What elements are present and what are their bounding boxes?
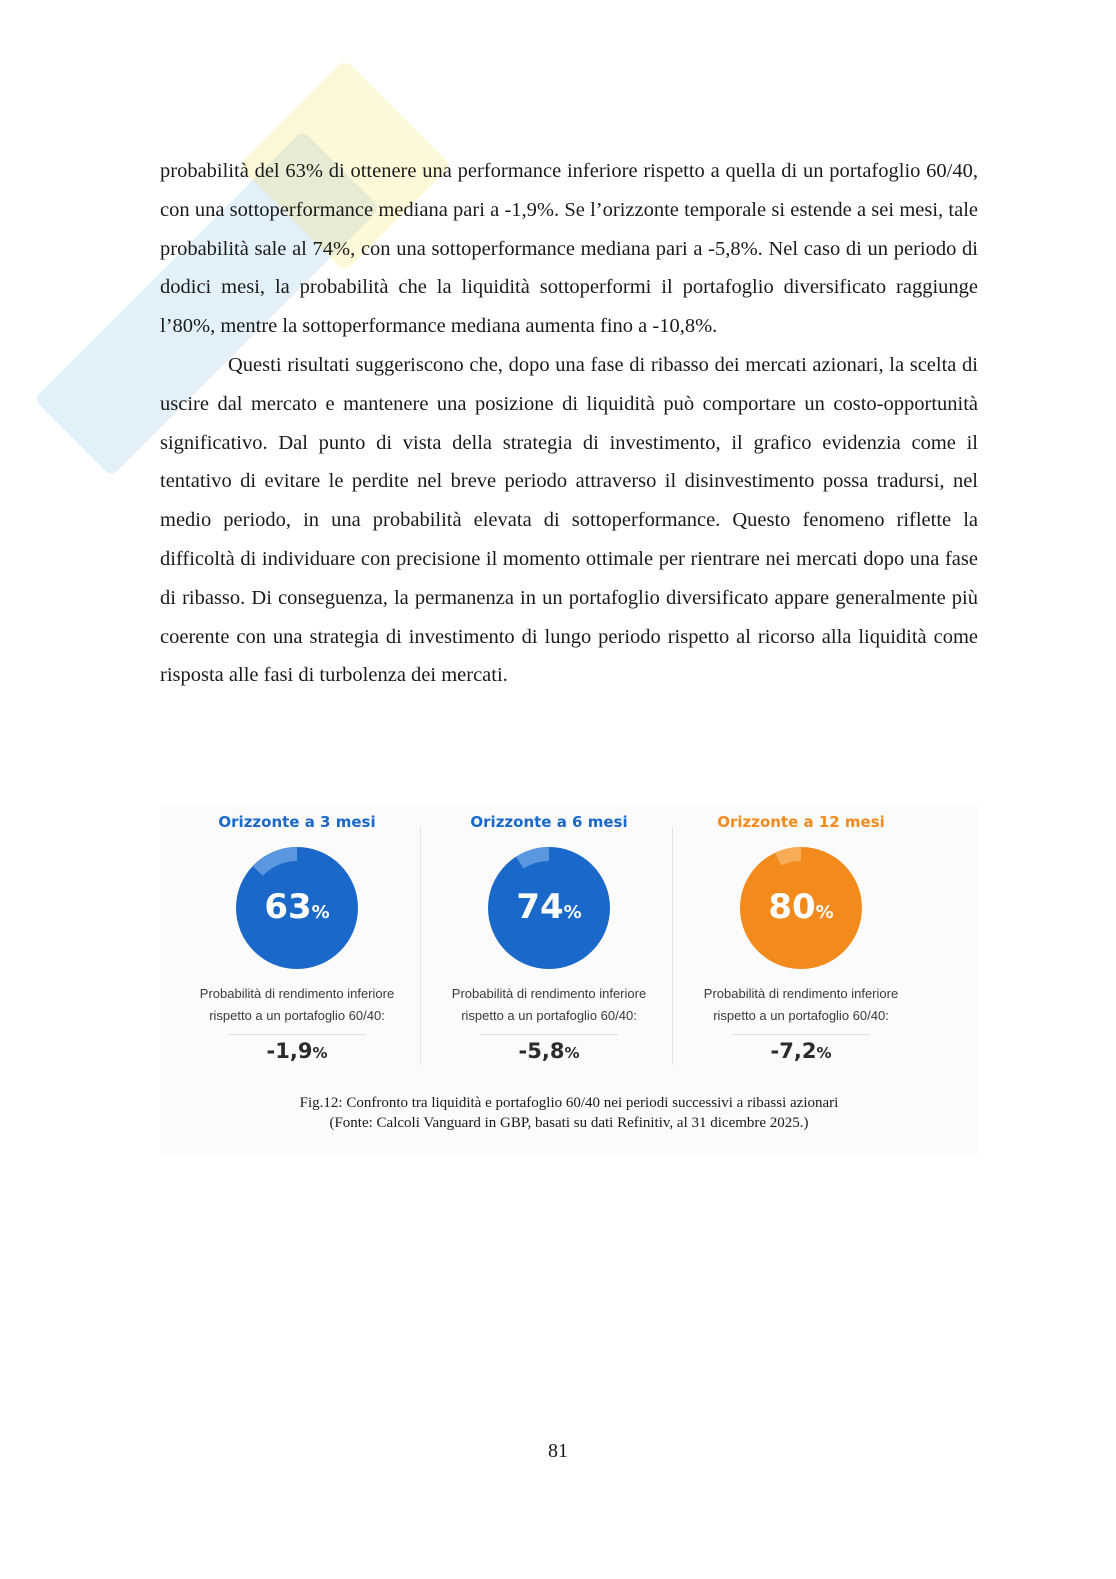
panel-description	[694, 983, 908, 1027]
divider-line	[732, 1034, 870, 1035]
page-number: 81	[548, 1440, 568, 1462]
caption-source: (Fonte: Calcoli Vanguard in GBP, basati su dati Refinitiv, al 31 dicembre 2025.)	[329, 1115, 809, 1131]
median-number: -5,8	[518, 1039, 565, 1063]
panel-divider	[672, 827, 673, 1065]
description-line: rispetto a un portafoglio 60/40:	[713, 1008, 889, 1023]
caption-line: Fig.12: Confronto tra liquidità e portafoglio 60/40 nei periodi successivi a ribassi azionari	[299, 1095, 839, 1111]
paragraph: Questi risultati suggeriscono che, dopo una fase di ribasso dei mercati azionari, la scelta di uscire dal mercato e mantenere una posizione di liquidità può comportare un costo-opportunità significativo. Dal punto di vista della strategia di investimento, il grafico evidenzia come il tentativo di evitare le perdite nel breve periodo attraverso il disinvestimento possa tradursi, nel medio periodo, in una probabilità elevata di sottoperformance. Questo fenomeno riflette la difficoltà di individuare con precisione il momento ottimale per rientrare nei mercati dopo una fase di ribasso. Di conseguenza, la permanenza in un portafoglio diversificato appare generalmente più coerente con una strategia di investimento di lungo periodo rispetto al ricorso alla liquidità come risposta alle fasi di turbolenza dei mercati.	[160, 353, 978, 687]
probability-value	[674, 885, 928, 935]
paragraph: probabilità del 63% di ottenere una performance inferiore rispetto a quella di un portafoglio 60/40, con una sottoperformance mediana pari a -1,9%. Se l’orizzonte temporale si estende a sei mesi, tale probabilità sale al 74%, con una sottoperformance mediana pari a -5,8%. Nel caso di un periodo di dodici mesi, la probabilità che la liquidità sottoperformi il portafoglio diversificato raggiunge l’80%, mentre la sottoperformance mediana aumenta fino a -10,8%.	[160, 160, 978, 338]
panel-6-months	[422, 805, 676, 1075]
divider-line	[480, 1034, 618, 1035]
probability-unit: %	[563, 902, 582, 923]
probability-number: 80	[768, 887, 816, 927]
median-number: -1,9	[266, 1039, 313, 1063]
probability-value	[422, 885, 676, 935]
median-underperformance	[422, 1039, 676, 1063]
panel-title: Orizzonte a 12 mesi	[717, 813, 885, 831]
panel-divider	[420, 827, 421, 1065]
description-line: rispetto a un portafoglio 60/40:	[461, 1008, 637, 1023]
probability-value	[170, 885, 424, 935]
probability-number: 63	[264, 887, 312, 927]
probability-unit: %	[311, 902, 330, 923]
panel-12-months	[674, 805, 928, 1075]
panel-title: Orizzonte a 3 mesi	[218, 813, 376, 831]
panel-description	[442, 983, 656, 1027]
median-number: -7,2	[770, 1039, 817, 1063]
panel-3-months	[170, 805, 424, 1075]
figure-caption	[160, 1093, 978, 1133]
median-unit: %	[816, 1044, 832, 1062]
panel-description	[190, 983, 404, 1027]
median-underperformance	[674, 1039, 928, 1063]
median-underperformance	[170, 1039, 424, 1063]
body-text	[160, 152, 978, 695]
description-line: Probabilità di rendimento inferiore	[199, 986, 395, 1001]
figure-panels	[160, 805, 978, 1075]
panel-title: Orizzonte a 6 mesi	[470, 813, 628, 831]
description-line: Probabilità di rendimento inferiore	[703, 986, 899, 1001]
probability-number: 74	[516, 887, 564, 927]
divider-line	[228, 1034, 366, 1035]
description-line: Probabilità di rendimento inferiore	[451, 986, 647, 1001]
description-line: rispetto a un portafoglio 60/40:	[209, 1008, 385, 1023]
median-unit: %	[564, 1044, 580, 1062]
probability-unit: %	[815, 902, 834, 923]
figure	[160, 805, 978, 1155]
median-unit: %	[312, 1044, 328, 1062]
